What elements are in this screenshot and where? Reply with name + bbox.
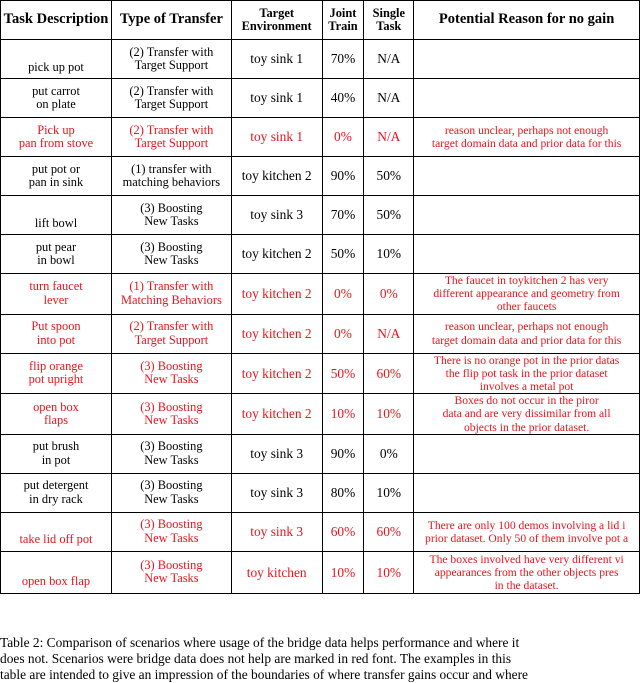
single-task-cell: 50% — [364, 196, 414, 235]
reason-cell: reason unclear, perhaps not enough target domain data and prior data for this — [414, 118, 640, 157]
reason-cell: There are only 100 demos involving a lid i prior dataset. Only 50 of them involve pot a — [414, 512, 640, 551]
task-cell: put pear in bowl — [1, 235, 112, 274]
joint-train-cell: 50% — [322, 235, 364, 274]
single-task-cell: 10% — [364, 394, 414, 435]
transfer-type-cell: (2) Transfer with Target Support — [111, 40, 231, 79]
header-row — [1, 1, 640, 40]
header-single-task: Single Task — [364, 1, 414, 40]
caption-line: does not. Scenarios were bridge data does not help are marked in red font. The examples in this — [0, 651, 512, 666]
transfer-type-cell: (3) Boosting New Tasks — [111, 551, 231, 593]
joint-train-cell: 0% — [322, 314, 364, 353]
reason-cell: reason unclear, perhaps not enough target domain data and prior data for this — [414, 314, 640, 353]
table-row — [1, 118, 640, 157]
joint-train-cell: 90% — [322, 434, 364, 473]
single-task-cell: N/A — [364, 314, 414, 353]
target-env-cell: toy kitchen 2 — [231, 235, 322, 274]
header-target-env: Target Environment — [231, 1, 322, 40]
task-cell: put detergent in dry rack — [1, 473, 112, 512]
reason-cell: There is no orange pot in the prior datas the flip pot task in the prior dataset involves a metal pot — [414, 353, 640, 394]
task-cell: take lid off pot — [1, 512, 112, 551]
joint-train-cell: 10% — [322, 394, 364, 435]
header-task: Task Description — [1, 1, 112, 40]
task-cell: open box flap — [1, 551, 112, 593]
joint-train-cell: 50% — [322, 353, 364, 394]
joint-train-cell: 40% — [322, 79, 364, 118]
table-row — [1, 353, 640, 394]
transfer-type-cell: (3) Boosting New Tasks — [111, 353, 231, 394]
transfer-type-cell: (3) Boosting New Tasks — [111, 394, 231, 435]
reason-cell — [414, 196, 640, 235]
task-cell: flip orange pot upright — [1, 353, 112, 394]
table-row — [1, 196, 640, 235]
task-cell: Pick up pan from stove — [1, 118, 112, 157]
single-task-cell: 10% — [364, 551, 414, 593]
transfer-type-cell: (2) Transfer with Target Support — [111, 118, 231, 157]
transfer-type-cell: (3) Boosting New Tasks — [111, 235, 231, 274]
target-env-cell: toy kitchen 2 — [231, 314, 322, 353]
target-env-cell: toy sink 1 — [231, 118, 322, 157]
target-env-cell: toy kitchen 2 — [231, 274, 322, 315]
reason-cell — [414, 79, 640, 118]
reason-cell — [414, 157, 640, 196]
transfer-type-cell: (3) Boosting New Tasks — [111, 473, 231, 512]
task-cell: Put spoon into pot — [1, 314, 112, 353]
single-task-cell: N/A — [364, 118, 414, 157]
single-task-cell: 60% — [364, 512, 414, 551]
table-row — [1, 434, 640, 473]
reason-cell — [414, 40, 640, 79]
table-row — [1, 473, 640, 512]
caption-line: Table 2: Comparison of scenarios where usage of the bridge data helps performance and where it — [0, 635, 520, 650]
joint-train-cell: 0% — [322, 274, 364, 315]
single-task-cell: 0% — [364, 274, 414, 315]
task-cell: pick up pot — [1, 40, 112, 79]
task-cell: put pot or pan in sink — [1, 157, 112, 196]
table-row — [1, 235, 640, 274]
reason-cell — [414, 473, 640, 512]
target-env-cell: toy sink 3 — [231, 512, 322, 551]
table-row — [1, 551, 640, 593]
target-env-cell: toy sink 3 — [231, 473, 322, 512]
joint-train-cell: 80% — [322, 473, 364, 512]
table-row — [1, 314, 640, 353]
single-task-cell: 50% — [364, 157, 414, 196]
target-env-cell: toy kitchen 2 — [231, 394, 322, 435]
task-cell: turn faucet lever — [1, 274, 112, 315]
target-env-cell: toy kitchen 2 — [231, 157, 322, 196]
transfer-type-cell: (2) Transfer with Target Support — [111, 314, 231, 353]
joint-train-cell: 10% — [322, 551, 364, 593]
table-row — [1, 40, 640, 79]
target-env-cell: toy sink 1 — [231, 79, 322, 118]
header-transfer: Type of Transfer — [111, 1, 231, 40]
table-row — [1, 79, 640, 118]
transfer-type-cell: (1) transfer with matching behaviors — [111, 157, 231, 196]
single-task-cell: 10% — [364, 473, 414, 512]
table-row — [1, 274, 640, 315]
reason-cell: The faucet in toykitchen 2 has very different appearance and geometry from other faucets — [414, 274, 640, 315]
joint-train-cell: 0% — [322, 118, 364, 157]
single-task-cell: 0% — [364, 434, 414, 473]
reason-cell: Boxes do not occur in the piror data and are very dissimilar from all objects in the prior dataset. — [414, 394, 640, 435]
task-cell: open box flaps — [1, 394, 112, 435]
target-env-cell: toy sink 3 — [231, 434, 322, 473]
joint-train-cell: 60% — [322, 512, 364, 551]
single-task-cell: 60% — [364, 353, 414, 394]
header-reason: Potential Reason for no gain — [414, 1, 640, 40]
target-env-cell: toy sink 3 — [231, 196, 322, 235]
table-row — [1, 157, 640, 196]
table-row — [1, 394, 640, 435]
transfer-type-cell: (3) Boosting New Tasks — [111, 512, 231, 551]
task-cell: put carrot on plate — [1, 79, 112, 118]
task-cell: put brush in pot — [1, 434, 112, 473]
task-cell: lift bowl — [1, 196, 112, 235]
joint-train-cell: 90% — [322, 157, 364, 196]
reason-cell — [414, 235, 640, 274]
transfer-type-cell: (2) Transfer with Target Support — [111, 79, 231, 118]
single-task-cell: N/A — [364, 79, 414, 118]
reason-cell — [414, 434, 640, 473]
table-row — [1, 512, 640, 551]
reason-cell: The boxes involved have very different vi appearances from the other objects pres in the dataset. — [414, 551, 640, 593]
transfer-type-cell: (1) Transfer with Matching Behaviors — [111, 274, 231, 315]
caption-line: table are intended to give an impression of the boundaries of where transfer gains occur and where — [0, 667, 528, 682]
single-task-cell: 10% — [364, 235, 414, 274]
single-task-cell: N/A — [364, 40, 414, 79]
transfer-type-cell: (3) Boosting New Tasks — [111, 196, 231, 235]
target-env-cell: toy sink 1 — [231, 40, 322, 79]
target-env-cell: toy kitchen 2 — [231, 353, 322, 394]
target-env-cell: toy kitchen — [231, 551, 322, 593]
joint-train-cell: 70% — [322, 196, 364, 235]
transfer-type-cell: (3) Boosting New Tasks — [111, 434, 231, 473]
joint-train-cell: 70% — [322, 40, 364, 79]
header-joint-train: Joint Train — [322, 1, 364, 40]
